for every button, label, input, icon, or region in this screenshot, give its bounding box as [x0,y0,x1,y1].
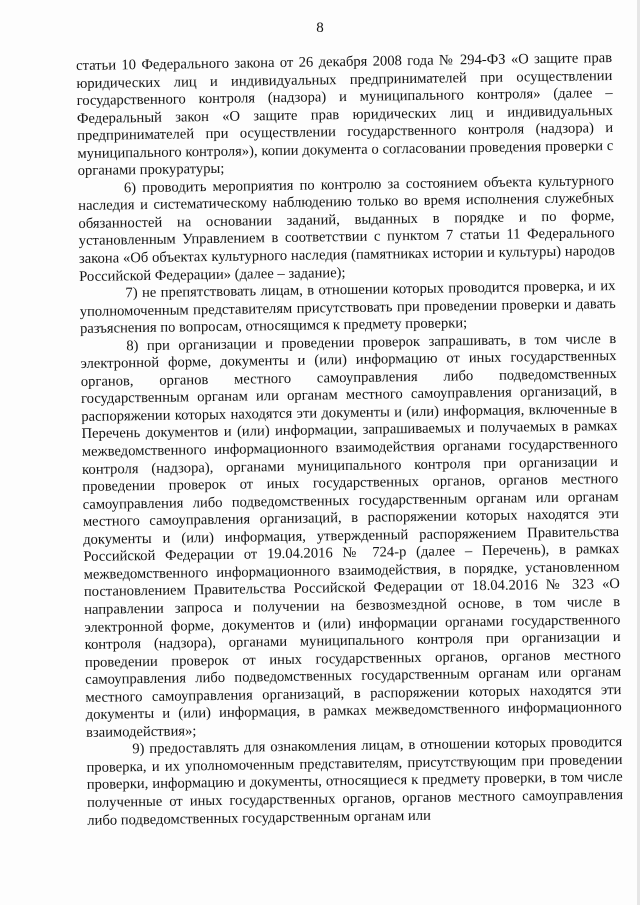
document-body [76,50,623,830]
paragraph-item-6: 6) проводить мероприятия по контролю за состоянием объекта культурного наследия и систематическому наблюдению только во время исполнения служебных обязанностей на основании заданий, выданных в порядке и по форме, установленным Управлением в соответствии с пунктом 7 статьи 11 Федерального закона «Об объектах культурного наследия (памятниках истории и культуры) народов Российской Федерации» (далее – задание); [78,172,616,285]
paragraph-continuation: статьи 10 Федерального закона от 26 декабря 2008 года № 294-ФЗ «О защите прав юридических лиц и индивидуальных предпринимателей при осуществлении государственного контроля (надзора) и муниципального контроля» (далее – Федеральный закон «О защите прав юридических лиц и индивидуальных предпринимателей при осуществлении государственного контроля (надзора) и муниципального контроля»), копии документа о согласовании проведения проверки с органами прокуратуры; [76,50,614,180]
paragraph-item-8: 8) при организации и проведении проверок запрашивать, в том числе в электронной форме, документы и (или) информацию от иных государственных органов, органов местного самоуправления либо подведомственных государственным органам или органам местного самоуправления организаций, в распоряжении которых находятся эти документы и (или) информация, включенные в Перечень документов и (или) информации, запрашиваемых и получаемых в рамках межведомственного информационного взаимодействия органами государственного контроля (надзора), органами муниципального контроля при организации и проведении проверок от иных государственных органов, органов местного самоуправления либо подведомственных государственным органам или органам местного самоуправления организаций, в распоряжении которых находятся эти документы и (или) информация, утвержденный распоряжением Правительства Российской Федерации от 19.04.2016 № 724-р (далее – Перечень), в рамках межведомственного информационного взаимодействия, в порядке, установленном постановлением Правительства Российской Федерации от 18.04.2016 № 323 «О направлении запроса и получении на безвозмездной основе, в том числе в электронной форме, документов и (или) информации органами государственного контроля (надзора), органами муниципального контроля при организации и проведении проверок от иных государственных органов, органов местного самоуправления либо подведомственных государственным органам или органам местного самоуправления организаций, в распоряжении которых находятся эти документы и (или) информация, в рамках межведомственного информационного взаимодействия»; [80,330,622,741]
page-number: 8 [316,20,324,36]
paragraph-item-7: 7) не препятствовать лицам, в отношении которых проводится проверка, и их уполномоченным представителям присутствовать при проведении проверки и давать разъяснения по вопросам, относящимся к предмету проверки; [79,278,616,338]
paragraph-item-9: 9) предоставлять для ознакомления лицам, в отношении которых проводится проверка, и их уполномоченным представителям, присутствующим при проведении проверки, информацию и документы, относящиеся к предмету проверки, в том числе полученные от иных государственных органов, органов местного самоуправления либо подведомственных государственным органам или [86,734,624,829]
